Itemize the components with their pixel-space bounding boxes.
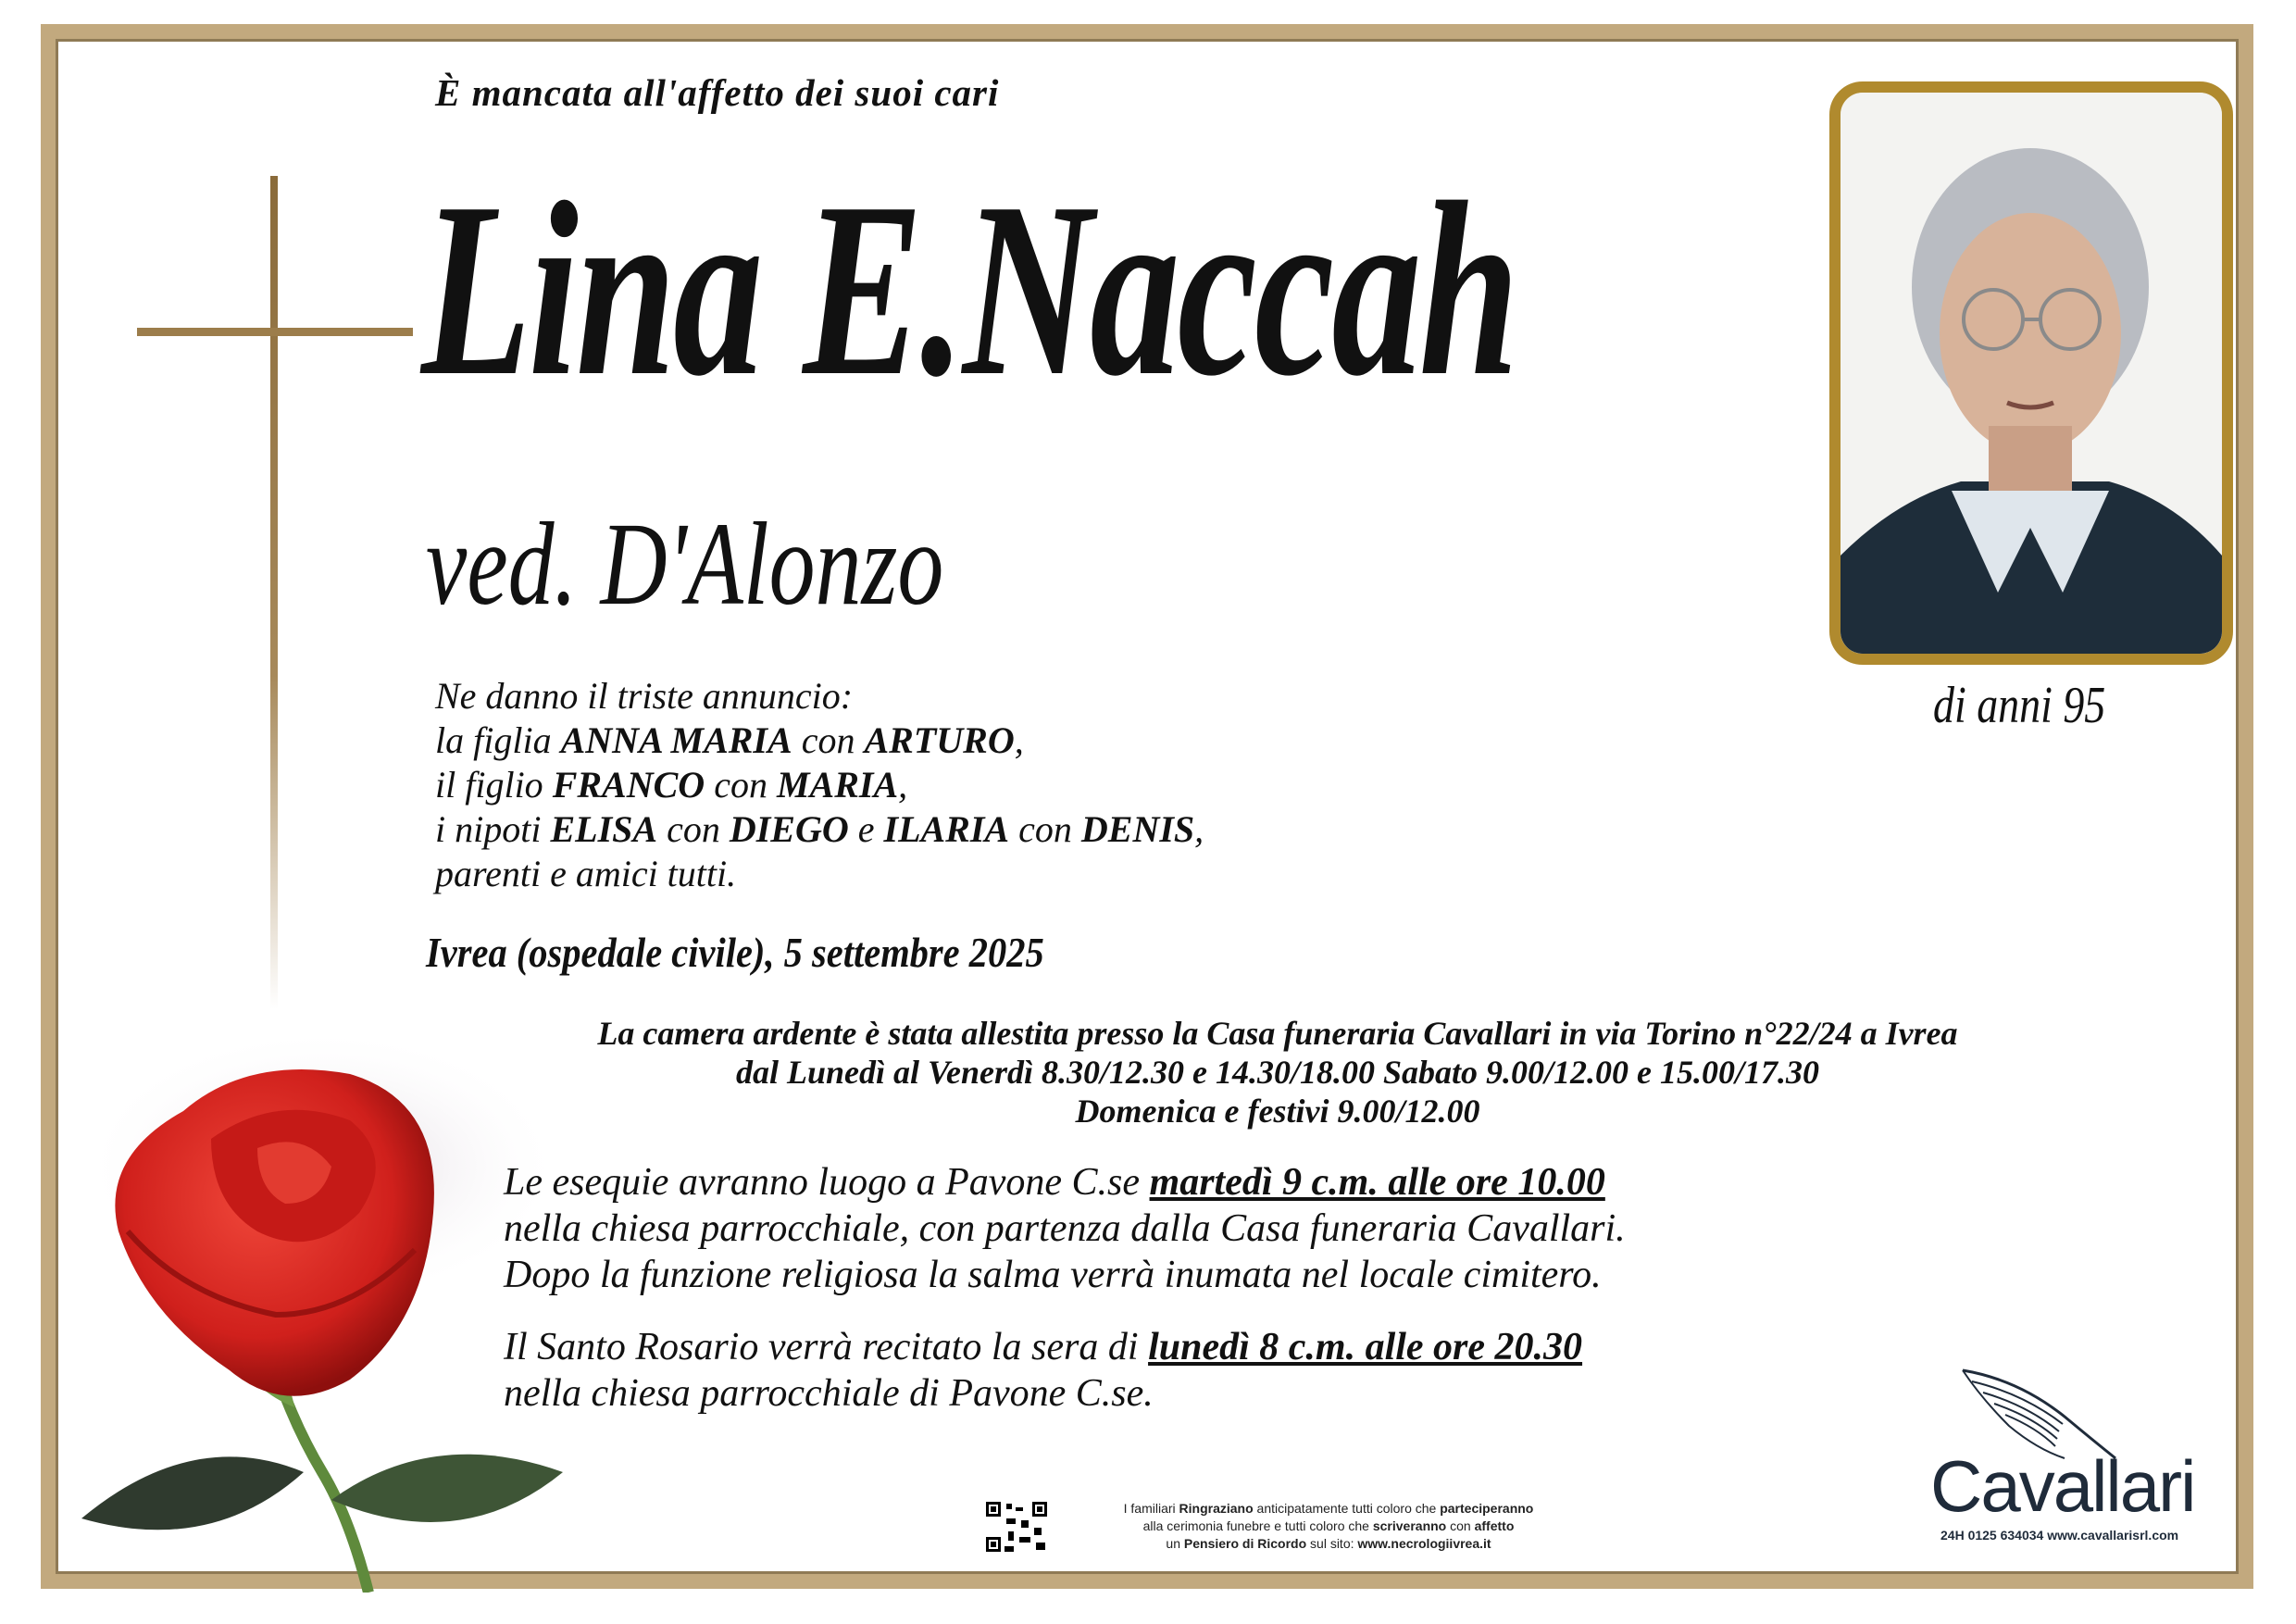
visitation-line: dal Lunedì al Venerdì 8.30/12.30 e 14.30/18.00 Sabato 9.00/12.00 e 15.00/17.30 — [735, 1054, 1820, 1091]
funeral-line: Dopo la funzione religiosa la salma verrà inumata nel locale cimitero. — [504, 1254, 1602, 1296]
deceased-name: Lina E.Naccah — [421, 151, 1516, 428]
visitation-line: Domenica e festivi 9.00/12.00 — [1075, 1093, 1480, 1130]
place-date: Ivrea (ospedale civile), 5 settembre 2025 — [426, 929, 1044, 976]
rosary-info — [504, 1324, 1582, 1417]
rosary-line: Il Santo Rosario verrà recitato la sera di lunedì 8 c.m. alle ore 20.30 — [504, 1326, 1583, 1368]
thanks-line: un Pensiero di Ricordo sul sito: www.necrologiivrea.it — [1166, 1536, 1491, 1551]
thanks-line: alla cerimonia funebre e tutti coloro che scriveranno con affetto — [1142, 1518, 1515, 1533]
widow-of: ved. D'Alonzo — [426, 498, 944, 630]
portrait-image — [1841, 93, 2222, 654]
visitation-line: La camera ardente è stata allestita presso la Casa funeraria Cavallari in via Torino n°22/24 a Ivrea — [597, 1015, 1958, 1052]
announcement-line: i nipoti ELISA con DIEGO e ILARIA con DENIS, — [435, 808, 1204, 850]
thanks-line: I familiari Ringraziano anticipatamente tutti coloro che parteciperanno — [1123, 1501, 1534, 1516]
visitation-info — [481, 1014, 2074, 1131]
cross-vertical-bar — [270, 176, 278, 1009]
announcement-line: la figlia ANNA MARIA con ARTURO, — [435, 719, 1024, 761]
announcement-line: parenti e amici tutti. — [435, 853, 737, 894]
announcement-line: il figlio FRANCO con MARIA, — [435, 764, 908, 806]
announcement-line: Ne danno il triste annuncio: — [435, 675, 854, 717]
age-label: di anni 95 — [1933, 677, 2106, 734]
funeral-info — [504, 1159, 1626, 1298]
contact-line: 24H 0125 634034 www.cavallarisrl.com — [1940, 1528, 2179, 1543]
cross-horizontal-bar — [137, 328, 413, 336]
rosary-line: nella chiesa parrocchiale di Pavone C.se. — [504, 1372, 1154, 1415]
qr-code-icon — [984, 1500, 1049, 1554]
memorial-site-link[interactable]: www.necrologiivrea.it — [1357, 1536, 1491, 1551]
thanks-note — [1069, 1500, 1588, 1553]
intro-text: È mancata all'affetto dei suoi cari — [435, 71, 1000, 114]
brand-logo: Cavallari — [1930, 1445, 2195, 1527]
funeral-line: nella chiesa parrocchiale, con partenza dalla Casa funeraria Cavallari. — [504, 1207, 1626, 1250]
portrait-photo — [1829, 81, 2233, 665]
announcement — [435, 674, 1204, 896]
funeral-line: Le esequie avranno luogo a Pavone C.se martedì 9 c.m. alle ore 10.00 — [504, 1161, 1605, 1204]
